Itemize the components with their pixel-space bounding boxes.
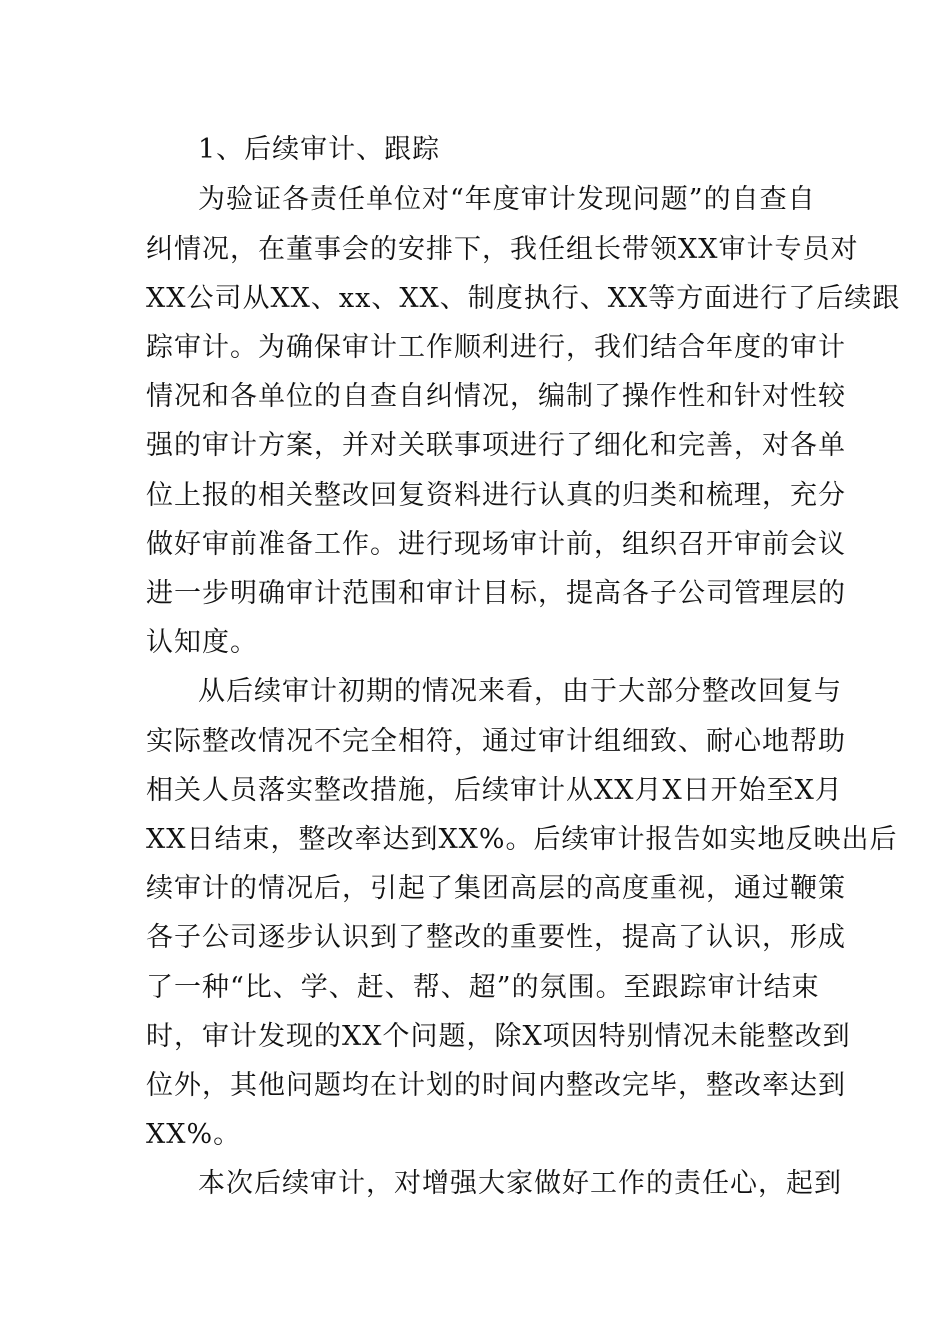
text-line: 强的审计方案，并对关联事项进行了细化和完善，对各单 [146,430,846,461]
text-line: 情况和各单位的自查自纠情况，编制了操作性和针对性较 [146,381,846,412]
text-line: XX公司从XX、xx、XX、制度执行、XX等方面进行了后续跟 [146,283,901,314]
text-line: 时，审计发现的XX个问题，除X项因特别情况未能整改到 [146,1021,851,1052]
text-line: 实际整改情况不完全相符，通过审计组细致、耐心地帮助 [146,726,846,757]
text-line: 本次后续审计，对增强大家做好工作的责任心，起到 [198,1168,842,1199]
text-line: 各子公司逐步认识到了整改的重要性，提高了认识，形成 [146,922,846,953]
section-heading: 1、后续审计、跟踪 [198,134,441,165]
text-line: 续审计的情况后，引起了集团高层的高度重视，通过鞭策 [146,873,846,904]
text-line: 了一种“比、学、赶、帮、超”的氛围。至跟踪审计结束 [146,972,820,1003]
text-line: 位外，其他问题均在计划的时间内整改完毕，整改率达到 [146,1070,846,1101]
text-line: 做好审前准备工作。进行现场审计前，组织召开审前会议 [146,529,846,560]
text-line: XX日结束，整改率达到XX%。后续审计报告如实地反映出后 [146,824,898,855]
text-line: 为验证各责任单位对“年度审计发现问题”的自查自 [198,184,816,215]
text-line: 从后续审计初期的情况来看，由于大部分整改回复与 [198,676,842,707]
text-line: 位上报的相关整改回复资料进行认真的归类和梳理，充分 [146,480,846,511]
text-line: 纠情况，在董事会的安排下，我任组长带领XX审计专员对 [146,234,859,265]
text-line: 踪审计。为确保审计工作顺利进行，我们结合年度的审计 [146,332,846,363]
text-line: 认知度。 [146,627,258,658]
text-line: 相关人员落实整改措施，后续审计从XX月X日开始至X月 [146,775,843,806]
text-line: XX%。 [146,1119,242,1150]
text-line: 进一步明确审计范围和审计目标，提高各子公司管理层的 [146,578,846,609]
